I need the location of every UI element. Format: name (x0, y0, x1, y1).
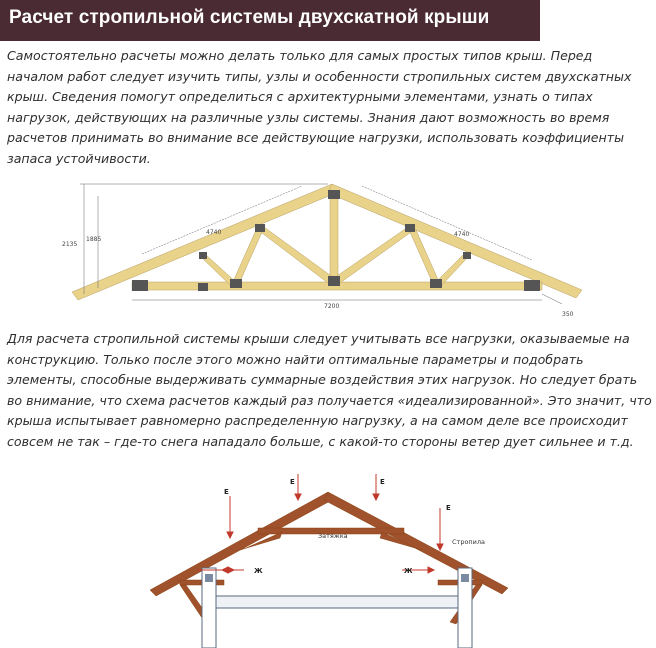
dim-inner-height: 1885 (86, 236, 102, 243)
node-plate (132, 280, 148, 291)
load-label-e: E (224, 488, 229, 496)
dim-total-height: 2135 (62, 241, 78, 248)
node-plate (198, 283, 208, 291)
node-plate (255, 224, 265, 232)
node-plate (328, 276, 340, 286)
node-plate (430, 279, 442, 288)
wall-plate (205, 574, 213, 582)
label-tie: Затяжка (318, 532, 348, 540)
truss-diagram (62, 174, 590, 326)
wall-plate (461, 574, 469, 582)
roof-loads-diagram (140, 462, 520, 648)
page-title: Расчет стропильной системы двухскатной крыши (0, 0, 540, 41)
dim-overhang: 350 (562, 311, 574, 318)
label-rafter: Стропила (452, 538, 486, 546)
load-label-e: E (290, 478, 295, 486)
right-rafter (328, 184, 582, 298)
dim-right-slope: 4740 (454, 231, 470, 238)
node-plate (199, 252, 207, 259)
load-label-zh: Ж (404, 567, 413, 575)
dim-left-slope: 4740 (206, 229, 222, 236)
node-plate (405, 224, 415, 232)
node-plate (230, 279, 242, 288)
load-label-e: E (446, 504, 451, 512)
ridge-plate (328, 190, 340, 199)
intro-paragraph: Самостоятельно расчеты можно делать только для самых простых типов крыш. Перед началом работ следует изучить типы, узлы и особенности стропильных систем двухскатных крыш. Сведения помогут определиться с архитектурными элементами, узнать о типах нагрузок, действующих на различные узлы системы. Знания дают возможность во время расчетов принимать во внимание все действующие нагрузки, использовать коэффициенты запаса устойчивости. (7, 48, 632, 166)
left-rafter (150, 492, 332, 596)
king-post (330, 192, 338, 284)
node-plate (463, 252, 471, 259)
ceiling-beam (216, 596, 458, 608)
dim-span: 7200 (324, 303, 340, 310)
loads-paragraph: Для расчета стропильной системы крыши следует учитывать все нагрузки, оказываемые на конструкцию. Только после этого можно найти оптимальные параметры и подобрать элементы, способные выдерживать суммарные воздействия этих нагрузок. Но следует брать во внимание, что схема расчетов каждый раз получается «идеализированной». Это значит, что крыша испытывает равномерно распределенную нагрузку, а на самом деле все происходит совсем не так – где-то снега нападало больше, с какой-то стороны ветер дует сильнее и т.д. (7, 331, 652, 449)
load-label-e: E (380, 478, 385, 486)
load-label-zh: Ж (254, 567, 263, 575)
right-diagonal (334, 227, 414, 283)
left-strut (232, 230, 262, 286)
node-plate (524, 280, 540, 291)
left-diagonal (258, 227, 334, 283)
